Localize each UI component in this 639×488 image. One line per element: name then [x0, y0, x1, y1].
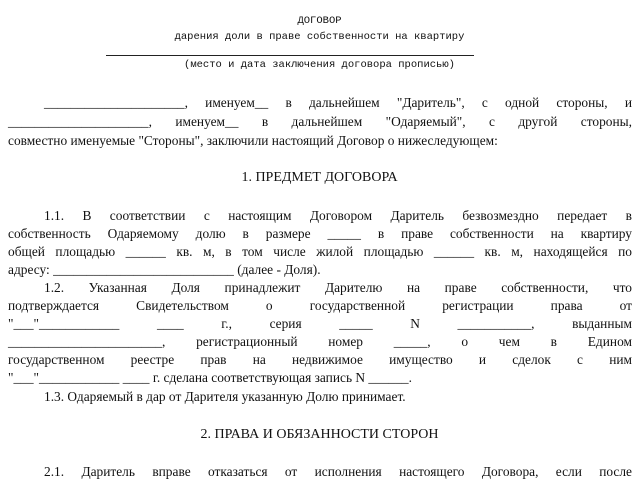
place-date-caption: (место и дата заключения договора прописью) [184, 59, 455, 71]
clause-line: 1.2. Указанная Доля принадлежит Дарителю на праве собственности, что [44, 280, 632, 295]
clause-line: 2.1. Даритель вправе отказаться от исполнения настоящего Договора, если после [44, 464, 632, 479]
preamble-line: совместно именуемые "Стороны", заключили настоящий Договор о нижеследующем: [8, 133, 498, 148]
place-date-underline [106, 55, 474, 56]
clause-line: 1.3. Одаряемый в дар от Дарителя указанную Долю принимает. [44, 389, 406, 404]
section-heading: 1. ПРЕДМЕТ ДОГОВОРА [241, 170, 398, 185]
preamble-line: _____________________, именуем__ в дальнейшем "Даритель", с одной стороны, и [44, 95, 632, 110]
clause-line: "___"____________ ____ г., серия _____ N ___________, выданным [8, 316, 632, 331]
document-title: ДОГОВОР [297, 15, 342, 27]
document-subtitle: дарения доли в праве собственности на квартиру [174, 31, 465, 43]
clause-line: государственном реестре прав на недвижимое имущество и сделок с ним [8, 352, 632, 367]
clause-line: "___"____________ ____ г. сделана соответствующая запись N ______. [8, 370, 412, 385]
section-heading: 2. ПРАВА И ОБЯЗАННОСТИ СТОРОН [200, 427, 439, 442]
clause-line: адресу: ___________________________ (далее - Доля). [8, 262, 321, 277]
clause-line: подтверждается Свидетельством о государственной регистрации права от [8, 298, 632, 313]
clause-line: собственность Одаряемому долю в размере _____ в праве собственности на квартиру [8, 226, 632, 241]
preamble-line: _____________________, именуем__ в дальнейшем "Одаряемый", с другой стороны, [8, 114, 632, 129]
clause-line: _______________________, регистрационный номер _____, о чем в Едином [8, 334, 632, 349]
clause-line: 1.1. В соответствии с настоящим Договором Даритель безвозмездно передает в [44, 208, 632, 223]
clause-line: общей площадью ______ кв. м, в том числе жилой площадью ______ кв. м, находящейся по [8, 244, 632, 259]
